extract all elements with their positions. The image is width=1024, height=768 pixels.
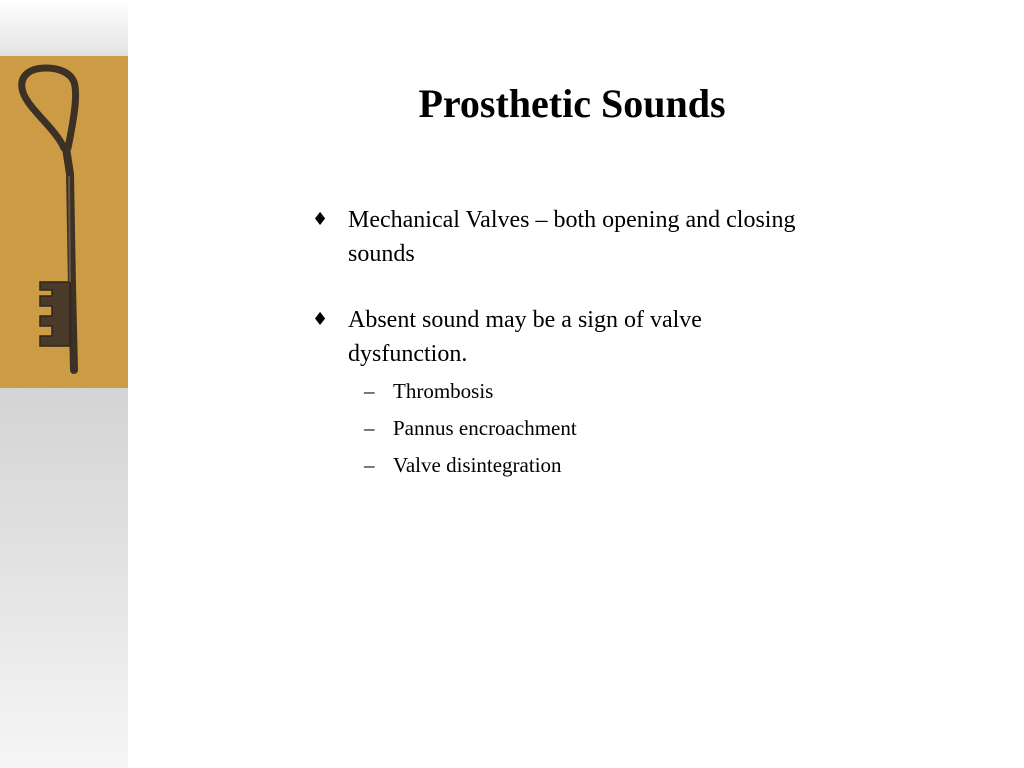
diamond-bullet-icon: ♦ xyxy=(312,209,329,230)
key-highlight xyxy=(69,176,70,282)
sub-bullet-item xyxy=(348,447,812,484)
sub-bullet-text: Pannus encroachment xyxy=(393,416,577,440)
key-photo xyxy=(0,56,128,388)
sub-bullet-item xyxy=(348,373,812,410)
sub-bullet-text: Thrombosis xyxy=(393,379,494,403)
dash-bullet-icon: – xyxy=(364,379,375,403)
bullet-text: Absent sound may be a sign of valve dysfunction. xyxy=(348,307,702,367)
diamond-bullet-icon: ♦ xyxy=(312,309,329,330)
bullet-item xyxy=(312,203,812,271)
slide-title: Prosthetic Sounds xyxy=(418,81,726,126)
sub-bullet-list xyxy=(348,373,812,484)
sub-bullet-item xyxy=(348,410,812,447)
bullet-item xyxy=(312,303,812,484)
dash-bullet-icon: – xyxy=(364,416,375,440)
dash-bullet-icon: – xyxy=(364,453,375,477)
bullet-text: Mechanical Valves – both opening and closing sounds xyxy=(348,207,796,267)
bullet-list xyxy=(312,203,812,516)
sub-bullet-text: Valve disintegration xyxy=(393,453,562,477)
